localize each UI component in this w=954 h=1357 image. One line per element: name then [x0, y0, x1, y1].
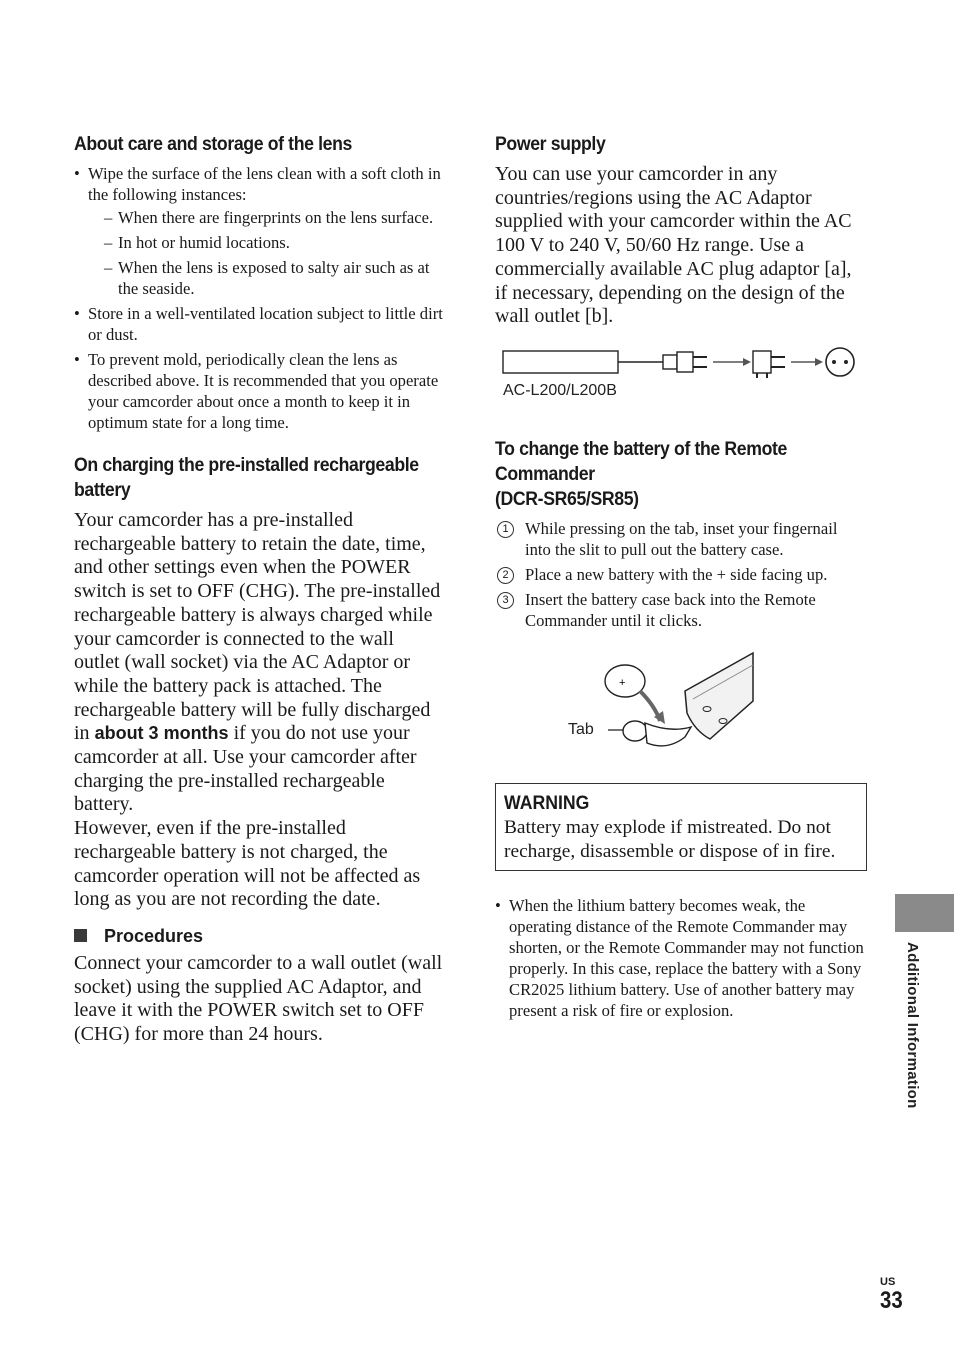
remote-steps [495, 518, 867, 631]
list-item: – When the lens is exposed to salty air such as at the seaside. [104, 257, 444, 299]
battery-case-icon [623, 721, 691, 746]
wall-outlet-icon [826, 348, 854, 376]
charging-text: Your camcorder has a pre-installed rechargeable battery to retain the date, time, and other settings even when the POWER switch is set to OFF (CHG). The pre-installed rechargeable battery is always charged while your camcorder is connected to the wall outlet (wall socket) via the AC Adaptor or while the battery pack is attached. The rechargeable battery will be fully discharged in [74, 509, 441, 745]
lithium-note-list [495, 895, 867, 1021]
remote-heading-line1: To change the battery of the Remote [495, 438, 787, 460]
left-column [74, 132, 444, 1047]
remote-battery-figure [495, 651, 867, 769]
procedures-text: Connect your camcorder to a wall outlet (wall socket) using the supplied AC Adaptor, and leave it with the POWER switch set to OFF (CHG) for more than 24 hours. [74, 951, 443, 1046]
list-item [495, 589, 867, 631]
section-tab-marker [895, 894, 954, 932]
tab-label: Tab [568, 720, 594, 738]
plug-adaptor-icon [753, 351, 785, 378]
step-number: 2 [497, 567, 514, 584]
power-supply-heading: Power supply [495, 134, 606, 155]
battery-plus-mark: + [619, 676, 626, 689]
step-number: 1 [497, 521, 514, 538]
procedures-heading [74, 924, 444, 948]
list-item: • Store in a well-ventilated location subject to little dirt or dust. [74, 303, 444, 345]
list-item: – In hot or humid locations. [104, 232, 444, 253]
charging-bold-duration: about 3 months [94, 723, 229, 744]
power-plug-icon [663, 352, 707, 372]
charging-paragraph-2: However, even if the pre-installed rechargeable battery is not charged, the camcorder operation will not be affected as long as you are not recording the date. [74, 817, 421, 911]
list-item [495, 564, 867, 585]
list-item: – When there are fingerprints on the lens surface. [104, 207, 444, 228]
lens-bullet-1: Wipe the surface of the lens clean with a soft cloth in the following instances: [88, 164, 441, 204]
charging-heading-line2: battery [74, 480, 131, 501]
list-item: • To prevent mold, periodically clean the lens as described above. It is recommended that you operate your camcorder about once a month to keep it in optimum state for a long time. [74, 349, 444, 433]
step-number: 3 [497, 592, 514, 609]
ac-adaptor-model-label: AC-L200/L200B [503, 381, 617, 399]
step-text: Place a new battery with the + side facing up. [525, 564, 828, 584]
section-side-label: Additional Information [904, 942, 921, 1109]
list-item [74, 163, 444, 299]
remote-heading-line2: Commander [495, 463, 595, 485]
page-region-label: US [880, 1276, 896, 1288]
page-number: 33 [880, 1287, 903, 1314]
warning-text: Battery may explode if mistreated. Do not recharge, disassemble or dispose of in fire. [504, 816, 836, 862]
power-supply-text: You can use your camcorder in any countries/regions using the AC Adaptor supplied with your camcorder within the AC 100 V to 240 V, 50/60 Hz range. Use a commercially available AC plug adaptor [a], if necessary, depending on the design of the wall outlet [b]. [495, 163, 852, 328]
lens-bullets [74, 163, 444, 433]
charging-text: if you do not use your camcorder at all. Use your camcorder after charging the pre-installed rechargeable battery. [74, 722, 417, 816]
remote-heading-line3: (DCR-SR65/SR85) [495, 488, 639, 510]
lens-sub-list [88, 207, 444, 299]
step-text: While pressing on the tab, inset your fingernail into the slit to pull out the battery case. [525, 518, 838, 559]
charging-paragraph-1 [74, 509, 444, 817]
list-item: • When the lithium battery becomes weak, the operating distance of the Remote Commander may shorten, or the Remote Commander may not function properly. In this case, replace the battery with a Sony CR2025 lithium battery. Use of another battery may present a risk of fire or explosion. [495, 895, 867, 1021]
lens-heading: About care and storage of the lens [74, 134, 352, 155]
remote-commander-icon [685, 653, 753, 739]
warning-box [495, 783, 867, 871]
ac-adaptor-figure [495, 345, 867, 415]
procedures-heading-label: Procedures [104, 925, 204, 946]
ac-adaptor-icon [503, 351, 618, 373]
square-bullet-icon [74, 929, 87, 942]
list-item [495, 518, 867, 560]
arrow-right-icon [713, 358, 751, 366]
warning-title: WARNING [504, 792, 590, 814]
step-text: Insert the battery case back into the Remote Commander until it clicks. [525, 589, 816, 630]
arrow-right-icon [791, 358, 823, 366]
right-column [495, 132, 867, 1025]
charging-heading-line1: On charging the pre-installed rechargeable [74, 455, 419, 476]
